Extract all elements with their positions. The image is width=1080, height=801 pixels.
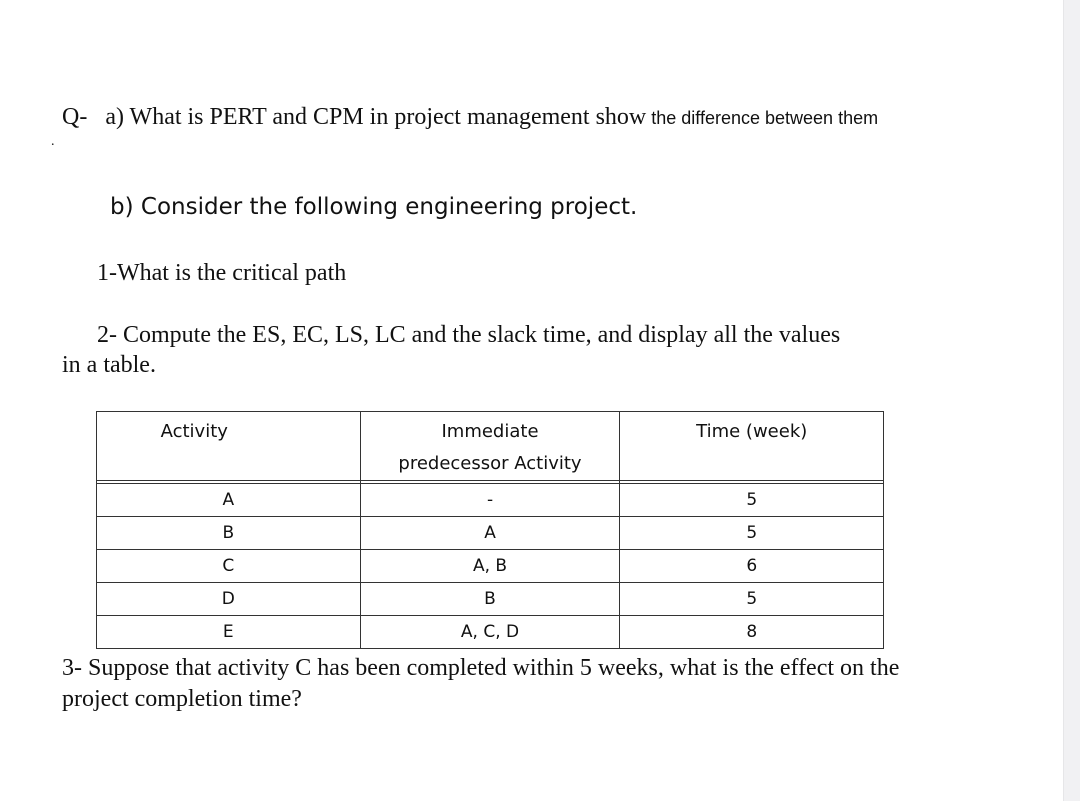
table-row — [97, 484, 884, 517]
question-3-line-1: 3- Suppose that activity C has been completed within 5 weeks, what is the effect on the — [62, 655, 900, 681]
cell-time: 5 — [620, 517, 884, 550]
cell-time: 5 — [620, 583, 884, 616]
stray-dot: . — [51, 134, 55, 149]
table-row — [97, 616, 884, 649]
cell-predecessor: A, B — [360, 550, 620, 583]
cell-activity: D — [97, 583, 361, 616]
question-1: 1-What is the critical path — [97, 260, 347, 286]
header-time: Time (week) — [620, 412, 884, 481]
cell-time: 6 — [620, 550, 884, 583]
cell-predecessor: - — [360, 484, 620, 517]
cell-time: 5 — [620, 484, 884, 517]
question-2-line-2: in a table. — [62, 352, 156, 378]
header-predecessor-line-1: Immediate — [441, 421, 539, 442]
question-a — [62, 104, 878, 131]
question-a-small: the difference between them — [646, 108, 879, 128]
table-row — [97, 583, 884, 616]
question-3-line-2: project completion time? — [62, 686, 302, 712]
question-b: b) Consider the following engineering project. — [110, 194, 638, 220]
cell-activity: B — [97, 517, 361, 550]
cell-activity: A — [97, 484, 361, 517]
cell-predecessor: A — [360, 517, 620, 550]
table-row — [97, 550, 884, 583]
cell-activity: E — [97, 616, 361, 649]
cell-predecessor: A, C, D — [360, 616, 620, 649]
table-header-row — [97, 412, 884, 481]
cell-predecessor: B — [360, 583, 620, 616]
cell-activity: C — [97, 550, 361, 583]
header-predecessor-line-2: predecessor Activity — [398, 453, 582, 474]
cell-time: 8 — [620, 616, 884, 649]
header-predecessor — [360, 412, 620, 481]
vertical-scrollbar[interactable] — [1063, 0, 1080, 801]
question-a-main: a) What is PERT and CPM in project management show — [105, 104, 647, 130]
project-table — [96, 411, 884, 649]
header-activity: Activity — [97, 412, 361, 481]
table-row — [97, 517, 884, 550]
question-2-line-1: 2- Compute the ES, EC, LS, LC and the slack time, and display all the values — [97, 322, 841, 348]
question-label: Q- — [62, 104, 88, 130]
